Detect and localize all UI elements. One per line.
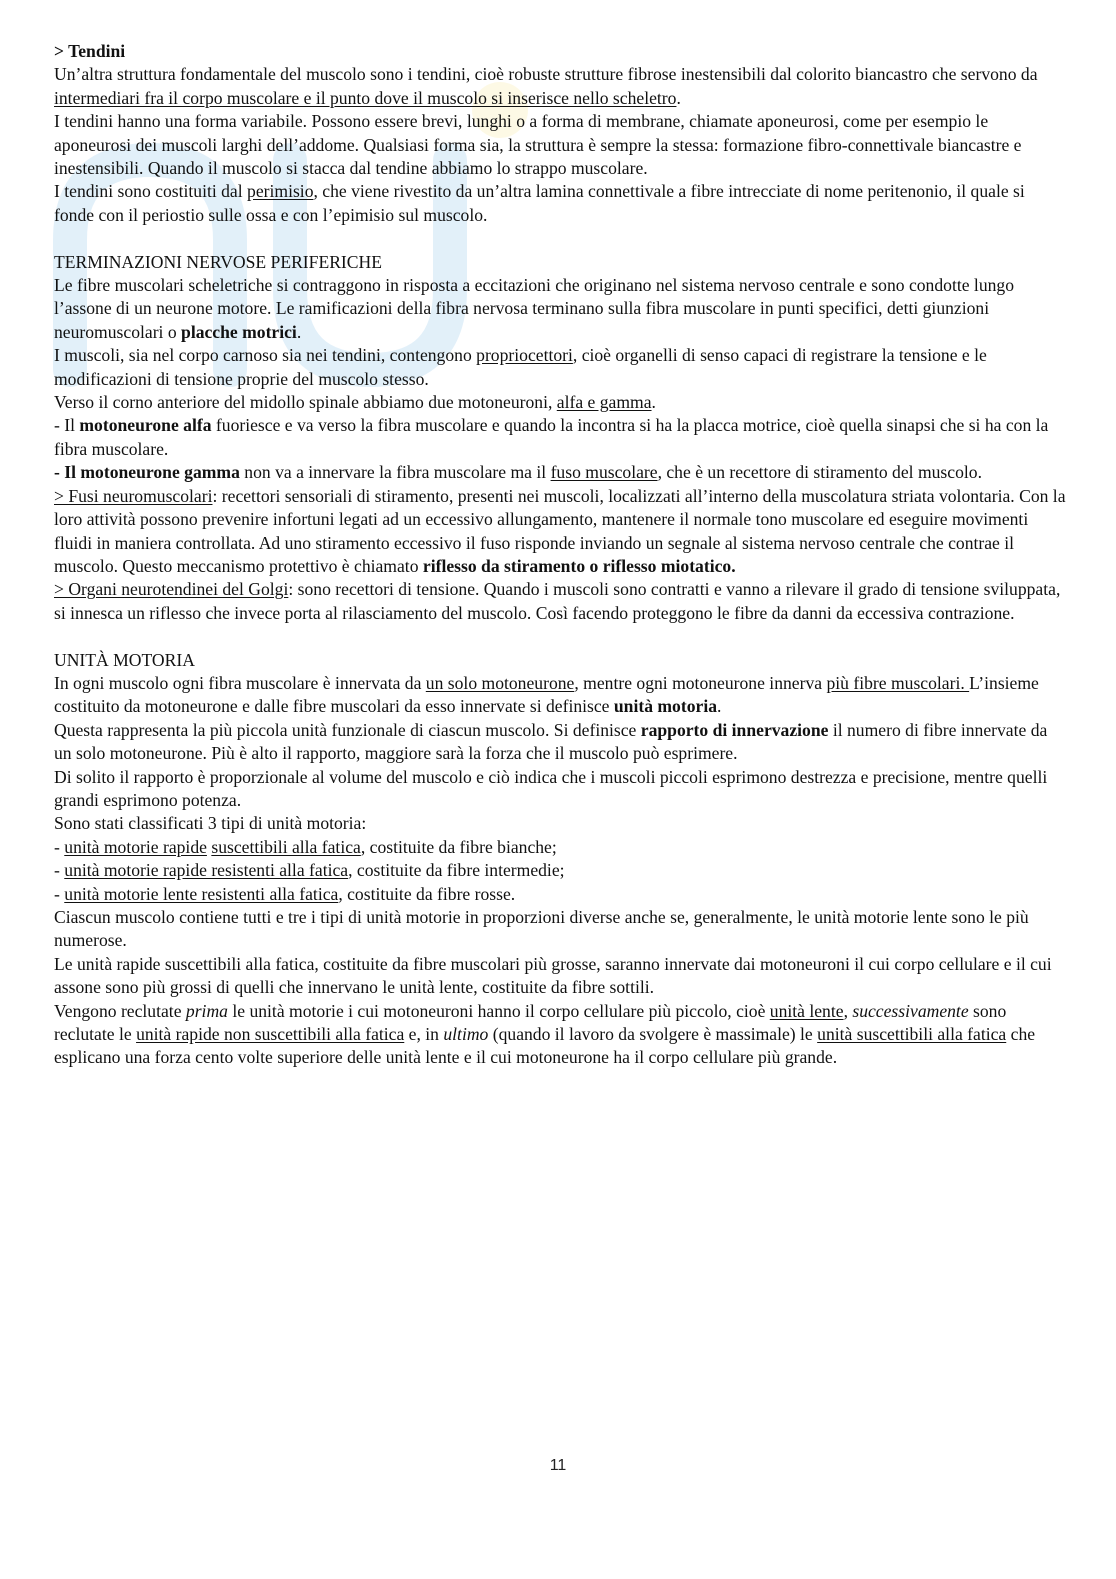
text: .: [651, 392, 656, 413]
text: Le fibre muscolari scheletriche si contraggono in risposta a eccitazioni che originano nel sistema nervoso centrale e sono condotte lungo l’assone di un neurone motore. Le ramificazioni della fibra nervosa terminano sulla fibra muscolare in punti specifici, detti giunzioni neuromuscolari o: [54, 275, 1015, 342]
paragraph: [54, 719, 1066, 766]
paragraph: [54, 672, 1066, 719]
underlined-text: suscettibili alla fatica: [211, 836, 361, 857]
underlined-text: intermediari fra il corpo muscolare e il punto dove il muscolo si inserisce nello scheletro: [54, 87, 677, 108]
underlined-text: alfa e gamma: [556, 392, 652, 413]
underlined-text: più fibre muscolari.: [826, 672, 970, 693]
text: : recettori sensoriali di stiramento, presenti nei muscoli, localizzati all’interno della muscolatura striata volontaria. Con la loro attività possono prevenire infortuni legati ad un eccessivo allungamento, mantenere il normale tono muscolare ed eseguire movimenti fluidi in maniera controllata. Ad uno stiramento eccessivo il fuso risponde inviando un segnale al sistema nervoso centrale che contrae il muscolo. Questo meccanismo protettivo è chiamato: [54, 485, 1066, 576]
section-spacer: [54, 227, 1066, 250]
italic-text: prima: [185, 1000, 228, 1021]
text: , che è un recettore di stiramento del muscolo.: [657, 462, 982, 483]
text: I tendini sono costituiti dal: [54, 181, 248, 202]
text: .: [296, 321, 302, 342]
text: , cioè organelli di senso capaci di registrare la tensione e le modificazioni di tensione proprie del muscolo stesso.: [54, 345, 987, 389]
page-number: 11: [549, 1457, 567, 1474]
paragraph: [54, 461, 1066, 484]
paragraph: [54, 344, 1066, 391]
paragraph: Sono stati classificati 3 tipi di unità motoria:: [54, 813, 367, 834]
underlined-text: unità motorie lente resistenti alla fatica: [64, 883, 339, 904]
section-title-unita-motoria: UNITÀ MOTORIA: [54, 649, 195, 670]
text: .: [676, 87, 681, 108]
text: Vengono reclutate: [54, 1000, 186, 1021]
text: ,: [843, 1000, 853, 1021]
underlined-text: fuso muscolare: [550, 462, 658, 483]
list-item: [54, 883, 1066, 906]
paragraph: [54, 391, 1066, 414]
text: non va a innervare la fibra muscolare ma il: [239, 462, 551, 483]
text: In ogni muscolo ogni fibra muscolare è innervata da: [54, 672, 426, 693]
underlined-text: propriocettori: [476, 345, 573, 366]
paragraph: [54, 485, 1066, 579]
text: Questa rappresenta la più piccola unità funzionale di ciascun muscolo. Si definisce: [54, 719, 641, 740]
text: .: [717, 696, 722, 717]
section-spacer: [54, 625, 1066, 648]
text: , costituite da fibre rosse.: [338, 883, 516, 904]
paragraph: [54, 274, 1066, 344]
document-body: [54, 40, 1066, 1070]
paragraph: Di solito il rapporto è proporzionale al volume del muscolo e ciò indica che i muscoli piccoli esprimono destrezza e precisione, mentre quelli grandi esprimono potenza.: [54, 766, 1048, 810]
paragraph: Le unità rapide suscettibili alla fatica, costituite da fibre muscolari più grosse, saranno innervate dai motoneuroni il cui corpo cellulare e il cui assone sono più grossi di quelli che innervano le unità lente, costituite da fibre sottili.: [54, 953, 1052, 998]
underlined-text: perimisio: [247, 181, 314, 202]
underlined-text: unità lente: [769, 1000, 844, 1021]
bold-text: rapporto di innervazione: [640, 719, 829, 740]
text: Verso il corno anteriore del midollo spinale abbiamo due motoneuroni,: [54, 392, 557, 413]
section-title-tendini: > Tendini: [54, 41, 126, 61]
text: Un’altra struttura fondamentale del muscolo sono i tendini, cioè robuste strutture fibrose inestensibili dal colorito biancastro che servono da: [54, 64, 1038, 85]
text: I muscoli, sia nel corpo carnoso sia nei tendini, contengono: [54, 345, 477, 366]
italic-text: successivamente: [852, 1000, 969, 1021]
text: - Il: [54, 415, 80, 436]
list-dash: -: [54, 860, 65, 881]
italic-text: ultimo: [443, 1024, 489, 1045]
underlined-text: unità motorie rapide: [64, 836, 207, 857]
text: , mentre ogni motoneurone innerva: [574, 672, 827, 693]
list-item: [54, 836, 1066, 859]
list-dash: -: [54, 883, 65, 904]
paragraph: [54, 578, 1066, 625]
text: sono reclutate le: [54, 1000, 1007, 1045]
paragraph: [54, 63, 1066, 110]
underlined-text: unità rapide non suscettibili alla fatica: [136, 1024, 405, 1045]
text: e, in: [404, 1024, 444, 1045]
underlined-text: > Fusi neuromuscolari: [54, 485, 213, 506]
text: (quando il lavoro da svolgere è massimale) le: [488, 1024, 818, 1045]
paragraph: [54, 1000, 1066, 1070]
paragraph: [54, 414, 1066, 461]
bold-text: motoneurone alfa: [79, 415, 212, 436]
underlined-text: unità motorie rapide resistenti alla fatica: [64, 860, 349, 881]
paragraph: [54, 180, 1066, 227]
section-title-terminazioni: TERMINAZIONI NERVOSE PERIFERICHE: [54, 251, 382, 272]
list-dash: -: [54, 836, 65, 857]
text: , costituite da fibre intermedie;: [348, 860, 565, 881]
text: che esplicano una forza cento volte superiore delle unità lente e il cui motoneurone ha il corpo cellulare più grande.: [54, 1024, 1036, 1068]
text: le unità motorie i cui motoneuroni hanno il corpo cellulare più piccolo, cioè: [227, 1000, 770, 1021]
bold-text: riflesso da stiramento o riflesso miotatico.: [422, 555, 736, 576]
list-item: [54, 859, 1066, 882]
text: , che viene rivestito da un’altra lamina connettivale a fibre intrecciate di nome peritenonio, il quale si fonde con il periostio sulle ossa e con l’epimisio sul muscolo.: [54, 181, 1025, 225]
text: L’insieme costituito da motoneurone e dalle fibre muscolari da esso innervate si definisce: [54, 672, 1039, 717]
text: fuoriesce e va verso la fibra muscolare e quando la incontra si ha la placca motrice, cioè quella sinapsi che si ha con la fibra muscolare.: [54, 415, 1049, 459]
text: il numero di fibre innervate da un solo motoneurone. Più è alto il rapporto, maggiore sarà la forza che il muscolo può esprimere.: [54, 719, 1048, 764]
underlined-text: > Organi neurotendinei del Golgi: [54, 579, 289, 600]
underlined-text: un solo motoneurone: [425, 672, 575, 693]
paragraph: Ciascun muscolo contiene tutti e tre i tipi di unità motorie in proporzioni diverse anche se, generalmente, le unità motorie lente sono le più numerose.: [54, 907, 1029, 951]
text: : sono recettori di tensione. Quando i muscoli sono contratti e vanno a rilevare il grado di tensione sviluppata, si innesca un riflesso che invece porta al rilasciamento del muscolo. Così facendo proteggono le fibre da danni da eccessiva contrazione.: [54, 579, 1061, 623]
underlined-text: unità suscettibili alla fatica: [817, 1024, 1007, 1045]
bold-text: placche motrici: [181, 321, 297, 342]
text: , costituite da fibre bianche;: [360, 836, 557, 857]
bold-text: - Il motoneurone gamma: [54, 462, 240, 483]
bold-text: unità motoria: [613, 696, 718, 717]
paragraph: I tendini hanno una forma variabile. Possono essere brevi, lunghi o a forma di membrane, chiamate aponeurosi, come per esempio le aponeurosi dei muscoli larghi dell’addome. Qualsiasi forma sia, la struttura è sempre la stessa: formazione fibro-connettivale biancastre e inestensibili. Quando il muscolo si stacca dal tendine abbiamo lo strappo muscolare.: [54, 111, 1022, 179]
